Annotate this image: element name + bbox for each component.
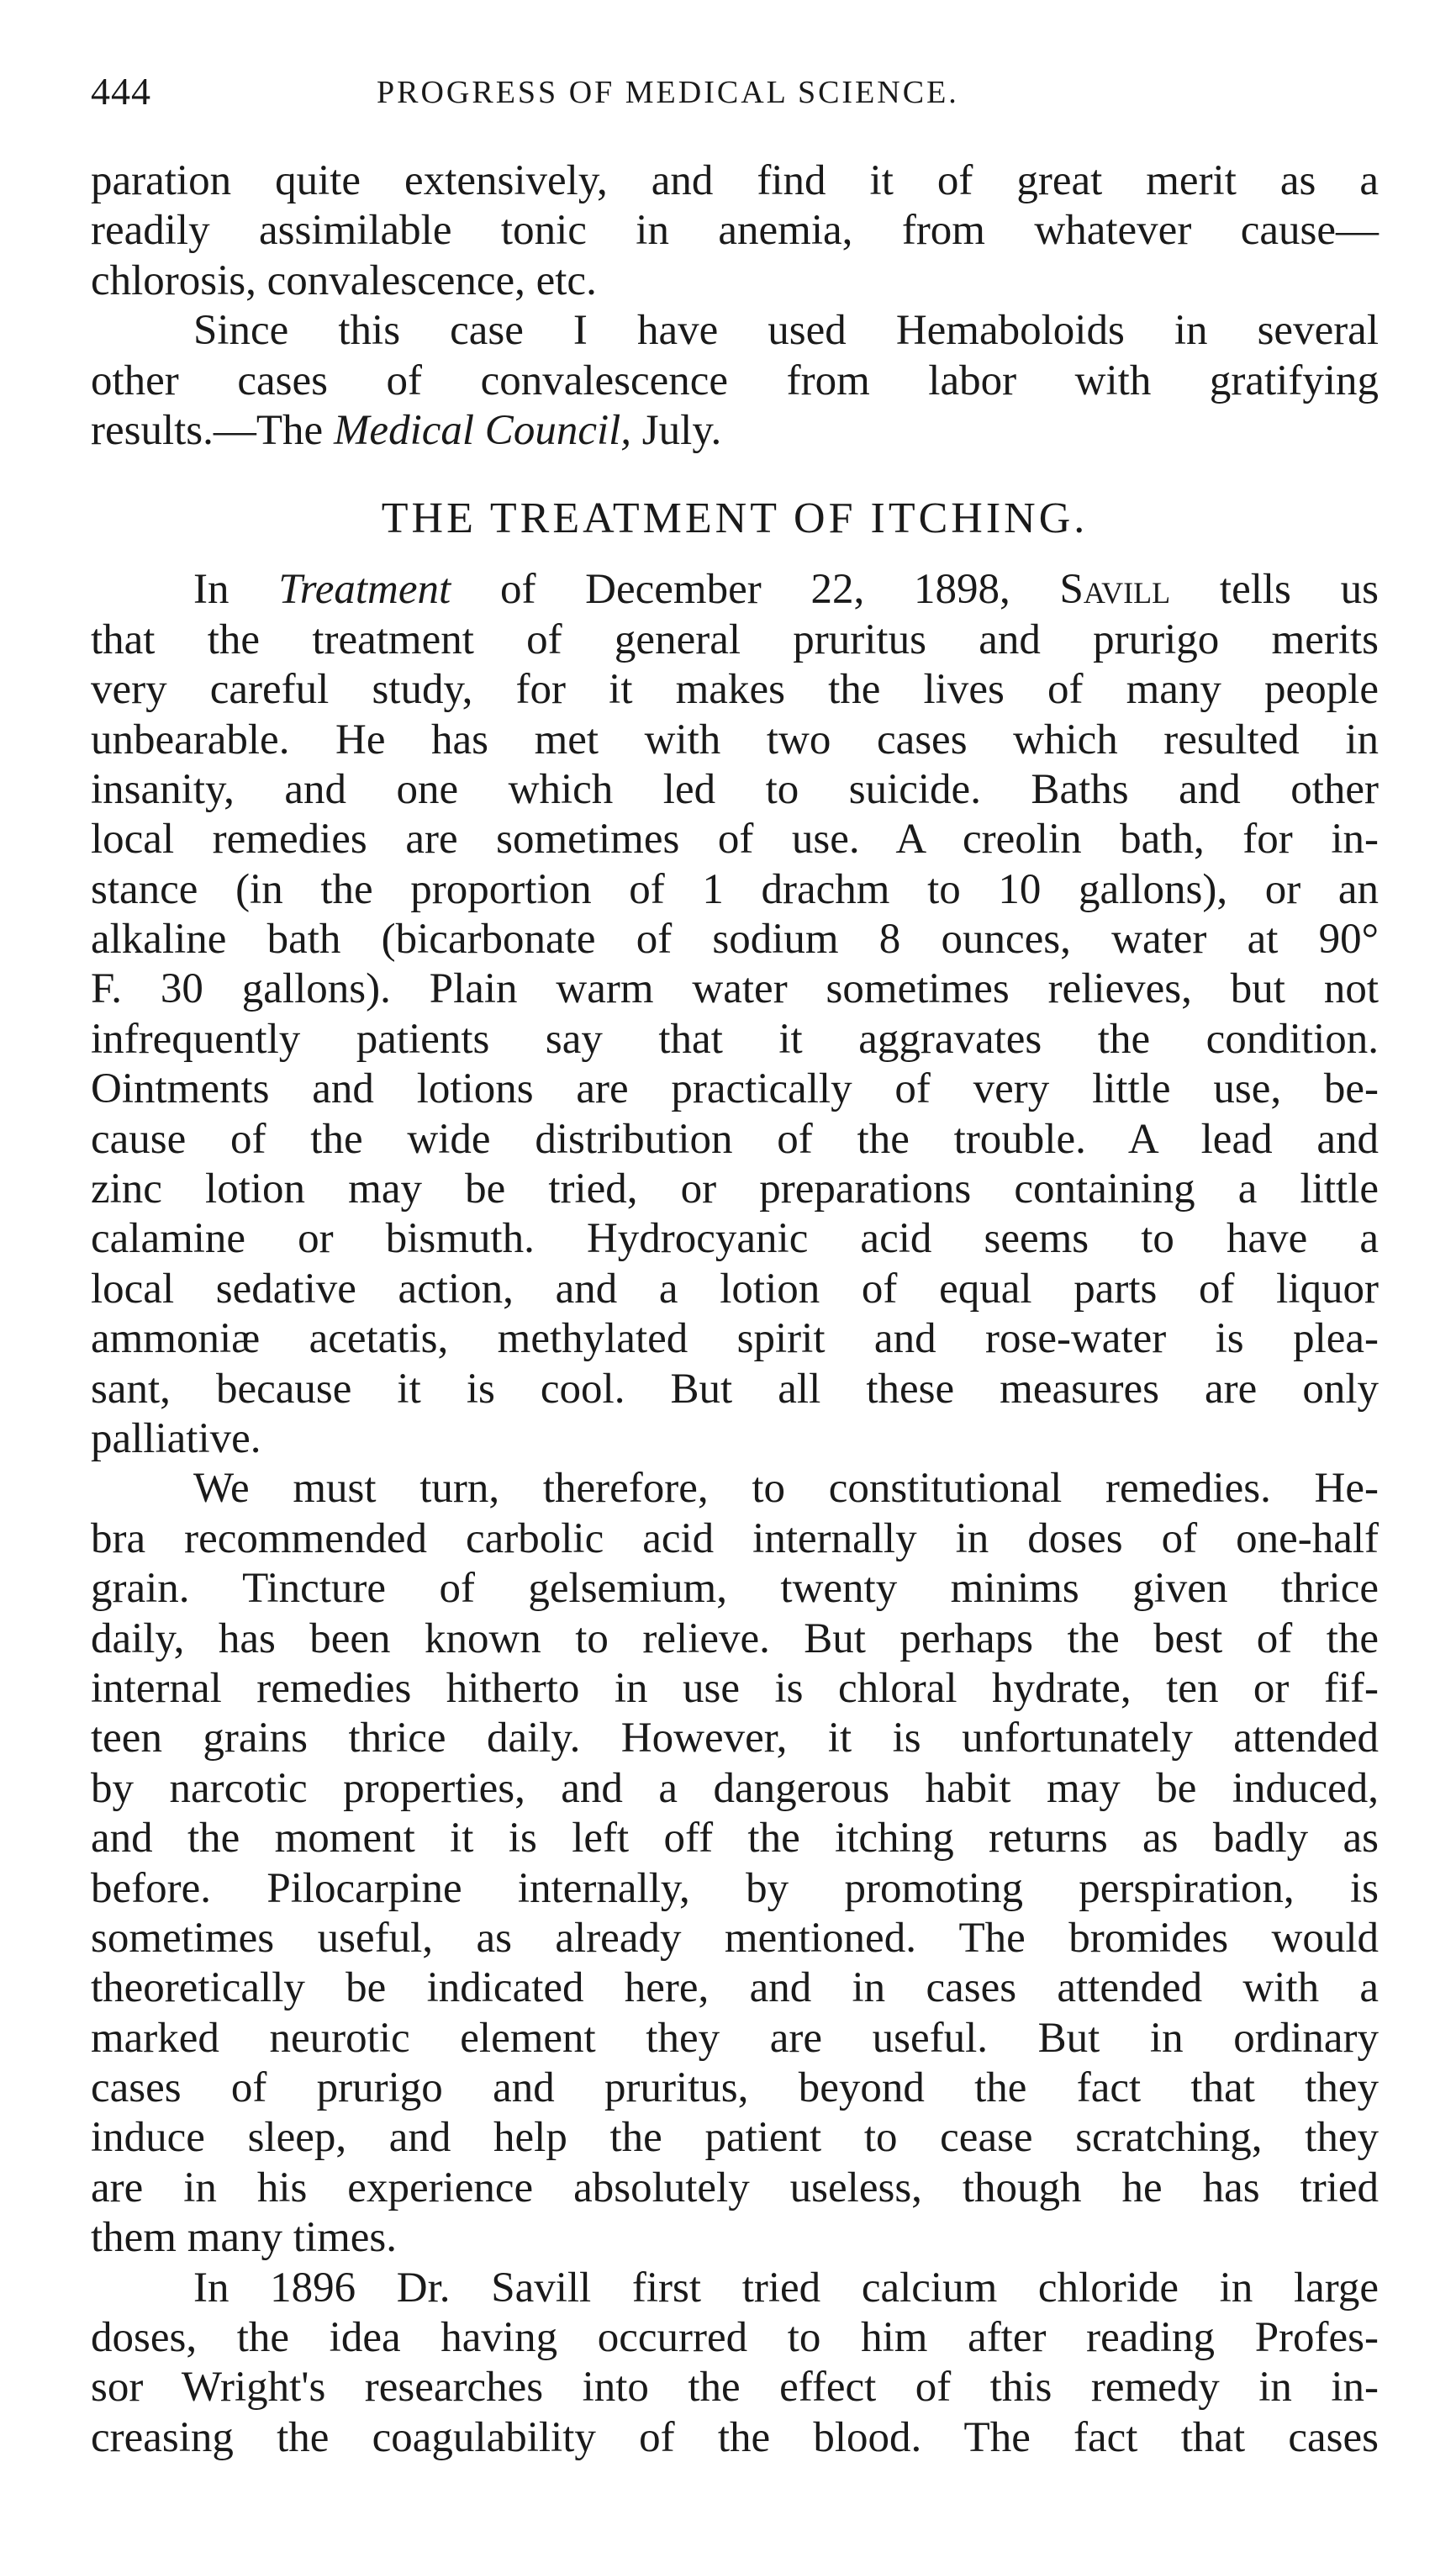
paragraph-constitutional bbox=[91, 1464, 1379, 2263]
page-number: 444 bbox=[91, 70, 151, 113]
text-line: sor Wright's researches into the effect of this remedy in in- bbox=[91, 2364, 1379, 2412]
text-line: that the treatment of general pruritus and prurigo merits bbox=[91, 616, 1379, 663]
text-line: them many times. bbox=[91, 2214, 398, 2262]
author-name: Savill bbox=[1059, 566, 1171, 614]
paragraph-continuation bbox=[91, 156, 1379, 306]
text-line: sant, because it is cool. But all these measures are only bbox=[91, 1365, 1379, 1413]
text-line: other cases of convalescence from labor with gratifying bbox=[91, 357, 1379, 404]
text-line: chlorosis, convalescence, etc. bbox=[91, 256, 597, 304]
running-title: PROGRESS OF MEDICAL SCIENCE. bbox=[377, 75, 959, 110]
text-line: daily, has been known to relieve. But perhaps the best of the bbox=[91, 1614, 1379, 1662]
text-line: are in his experience absolutely useless, though he has tried bbox=[91, 2164, 1379, 2211]
text-line: unbearable. He has met with two cases which resulted in bbox=[91, 716, 1379, 764]
text-line: F. 30 gallons). Plain warm water sometimes relieves, but not bbox=[91, 965, 1379, 1013]
text-line: induce sleep, and help the patient to cease scratching, they bbox=[91, 2114, 1379, 2162]
text-line: teen grains thrice daily. However, it is unfortunately attended bbox=[91, 1715, 1379, 1762]
text-run: tells us bbox=[1170, 566, 1379, 614]
paragraph-calcium-chloride bbox=[91, 2264, 1379, 2464]
body-text bbox=[91, 156, 1379, 2463]
source-date: July. bbox=[631, 406, 722, 454]
text-line: internal remedies hitherto in use is chloral hydrate, ten or fif- bbox=[91, 1664, 1379, 1712]
source-prefix: results.—The bbox=[91, 406, 334, 454]
journal-title: Treatment bbox=[278, 566, 451, 614]
text-line: by narcotic properties, and a dangerous habit may be induced, bbox=[91, 1764, 1379, 1812]
paragraph-hemaboloids bbox=[91, 306, 1379, 456]
text-line: alkaline bath (bicarbonate of sodium 8 ounces, water at 90° bbox=[91, 916, 1379, 964]
text-line: palliative. bbox=[91, 1414, 261, 1462]
text-line: cause of the wide distribution of the trouble. A lead and bbox=[91, 1115, 1379, 1163]
text-line: ammoniæ acetatis, methylated spirit and rose-water is plea- bbox=[91, 1315, 1379, 1363]
running-head bbox=[91, 69, 1369, 119]
text-line: local sedative action, and a lotion of equal parts of liquor bbox=[91, 1265, 1379, 1313]
text-line: and the moment it is left off the itching returns as badly as bbox=[91, 1815, 1379, 1863]
paragraph-treatment bbox=[91, 565, 1379, 1464]
text-line: marked neurotic element they are useful. But in ordinary bbox=[91, 2014, 1379, 2062]
text-run: In bbox=[193, 566, 279, 614]
text-line: before. Pilocarpine internally, by promoting perspiration, is bbox=[91, 1864, 1379, 1912]
text-line: In 1896 Dr. Savill first tried calcium chloride in large bbox=[193, 2264, 1379, 2312]
journal-title: Medical Council, bbox=[333, 406, 632, 454]
text-line: We must turn, therefore, to constitutional remedies. He- bbox=[193, 1465, 1379, 1513]
text-line: local remedies are sometimes of use. A creolin bath, for in- bbox=[91, 816, 1379, 864]
text-line: paration quite extensively, and find it of great merit as a bbox=[91, 157, 1379, 204]
text-line: creasing the coagulability of the blood. The fact that cases bbox=[91, 2413, 1379, 2461]
text-line: zinc lotion may be tried, or preparations containing a little bbox=[91, 1165, 1379, 1213]
text-line: cases of prurigo and pruritus, beyond the fact that they bbox=[91, 2064, 1379, 2112]
text-line: grain. Tincture of gelsemium, twenty minims given thrice bbox=[91, 1565, 1379, 1613]
text-line bbox=[91, 565, 1379, 615]
text-line: very careful study, for it makes the lives of many people bbox=[91, 666, 1379, 714]
text-line: doses, the idea having occurred to him after reading Profes- bbox=[91, 2314, 1379, 2362]
text-line: readily assimilable tonic in anemia, from whatever cause— bbox=[91, 207, 1379, 255]
text-line: stance (in the proportion of 1 drachm to 10 gallons), or an bbox=[91, 865, 1379, 913]
text-line: calamine or bismuth. Hydrocyanic acid seems to have a bbox=[91, 1215, 1379, 1263]
text-line: Ointments and lotions are practically of very little use, be- bbox=[91, 1065, 1379, 1113]
text-line: infrequently patients say that it aggravates the condition. bbox=[91, 1015, 1379, 1063]
text-line bbox=[91, 406, 1379, 456]
text-run: of December 22, 1898, bbox=[451, 566, 1060, 614]
text-line: theoretically be indicated here, and in cases attended with a bbox=[91, 1964, 1379, 2012]
text-line: Since this case I have used Hemaboloids in several bbox=[193, 307, 1379, 355]
text-line: insanity, and one which led to suicide. Baths and other bbox=[91, 765, 1379, 813]
text-line: bra recommended carbolic acid internally in doses of one-half bbox=[91, 1514, 1379, 1562]
text-line: sometimes useful, as already mentioned. The bromides would bbox=[91, 1914, 1379, 1962]
section-heading: THE TREATMENT OF ITCHING. bbox=[381, 494, 1089, 543]
